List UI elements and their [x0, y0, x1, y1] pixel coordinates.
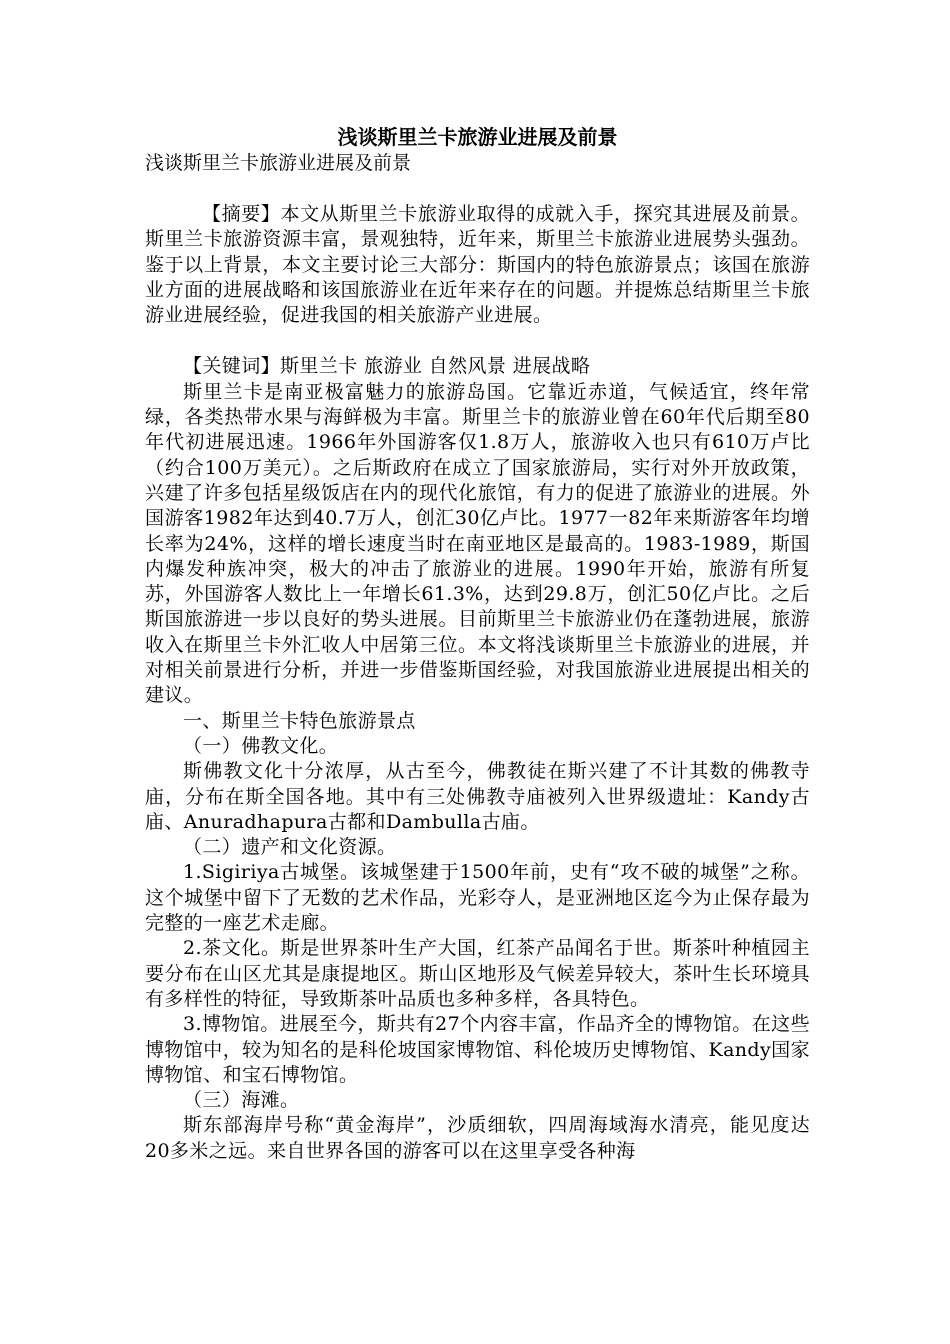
- subsection-heading-beach: （三）海滩。: [183, 1089, 300, 1112]
- subsection-heading-buddhism: （一）佛教文化。: [183, 734, 339, 757]
- section-heading-1: 一、斯里兰卡特色旅游景点: [183, 709, 416, 732]
- heritage-item-sigiriya: 1.Sigiriya古城堡。该城堡建于1500年前，史有“攻不破的城堡”之称。这个城堡中留下了无数的艺术作品，光彩夺人，是亚洲地区迄今为止保存最为完整的一座艺术走廊。: [145, 861, 810, 935]
- document-title: 浅谈斯里兰卡旅游业进展及前景: [337, 125, 618, 149]
- heritage-item-museum: 3.博物馆。进展至今，斯共有27个内容丰富，作品齐全的博物馆。在这些博物馆中，较为知名的是科伦坡国家博物馆、科伦坡历史博物馆、Kandy国家博物馆、和宝石博物馆。: [145, 1013, 810, 1086]
- abstract-paragraph: 【摘要】本文从斯里兰卡旅游业取得的成就入手，探究其进展及前景。斯里兰卡旅游资源丰富，景观独特，近年来，斯里兰卡旅游业进展势头强劲。鉴于以上背景，本文主要讨论三大部分：斯国内的特色旅游景点；该国在旅游业方面的进展战略和该国旅游业在近年来存在的问题。并提炼总结斯里兰卡旅游业进展经验，促进我国的相关旅游产业进展。: [145, 203, 810, 327]
- intro-paragraph: 斯里兰卡是南亚极富魅力的旅游岛国。它靠近赤道，气候适宜，终年常绿，各类热带水果与海鲜极为丰富。斯里兰卡的旅游业曾在60年代后期至80年代初进展迅速。1966年外国游客仅1.8万人，旅游收入也只有610万卢比（约合100万美元）。之后斯政府在成立了国家旅游局，实行对外开放政策，兴建了许多包括星级饭店在内的现代化旅馆，有力的促进了旅游业的进展。外国游客1982年达到40.7万人，创汇30亿卢比。1977一82年来斯游客年均增长率为24%，这样的增长速度当时在南亚地区是最高的。1983-1989，斯国内爆发种族冲突，极大的冲击了旅游业的进展。1990年开始，旅游有所复苏，外国游客人数比上一年增长61.3%，达到29.8万，创汇50亿卢比。之后斯国旅游进一步以良好的势头进展。目前斯里兰卡旅游业仍在蓬勃进展，旅游收入在斯里兰卡外汇收人中居第三位。本文将浅谈斯里兰卡旅游业的进展，并对相关前景进行分析，并进一步借鉴斯国经验，对我国旅游业进展提出相关的建议。: [145, 380, 810, 707]
- buddhism-paragraph: 斯佛教文化十分浓厚，从古至今，佛教徒在斯兴建了不计其数的佛教寺庙，分布在斯全国各地。其中有三处佛教寺庙被列入世界级遗址：Kandy古庙、Anuradhapura古都和Dambulla古庙。: [145, 760, 810, 833]
- document-body: [145, 124, 810, 1164]
- heritage-item-tea: 2.茶文化。斯是世界茶叶生产大国，红茶产品闻名于世。斯茶叶种植园主要分布在山区尤其是康提地区。斯山区地形及气候差异较大，茶叶生长环境具有多样性的特征，导致斯茶叶品质也多种多样，各具特色。: [145, 937, 810, 1010]
- beach-paragraph: 斯东部海岸号称“黄金海岸”，沙质细软，四周海域海水清亮，能见度达20多米之远。来自世界各国的游客可以在这里享受各种海: [145, 1114, 810, 1162]
- spacer: [145, 176, 810, 202]
- subsection-heading-heritage: （二）遗产和文化资源。: [183, 836, 397, 859]
- spacer: [145, 328, 810, 354]
- keywords-line: 【关键词】斯里兰卡 旅游业 自然风景 进展战略: [183, 355, 591, 378]
- document-subtitle: 浅谈斯里兰卡旅游业进展及前景: [145, 152, 412, 174]
